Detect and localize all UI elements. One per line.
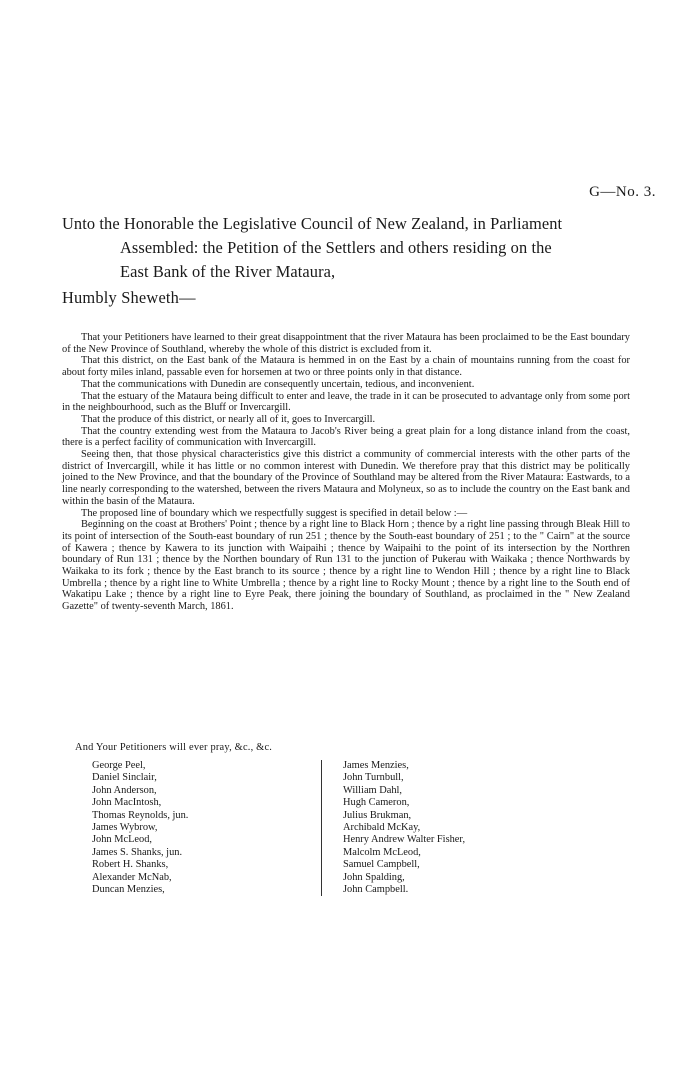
page-reference: G—No. 3.: [589, 184, 656, 200]
signatory-name: John Turnbull,: [343, 772, 404, 784]
signatory-name: John Campbell.: [343, 884, 409, 896]
title-line-2: Assembled: the Petition of the Settlers and others residing on the: [120, 238, 552, 257]
paragraph-7: Seeing then, that those physical characteristics give this district a community of commercial interests with the other parts of the district of Invercargill, while it has little or no common interest with Dunedin. We therefore pray that this district may be politically joined to the New Province, and that the boundary of the Province of Southland may be altered from the River Mataura: Eastwards, to a line nearly corresponding to the watershed, between the rivers Mataura and Molyneux, so as to include the country on the East bank and within the basin of the Mataura.: [62, 449, 630, 507]
signatory-name: Henry Andrew Walter Fisher,: [343, 834, 466, 846]
paragraph-2: That this district, on the East bank of the Mataura is hemmed in on the East by a chain of mountains running from the coast for about forty miles inland, passable even for horsemen at two or three points only in that distance.: [62, 355, 630, 379]
signatory-name: Thomas Reynolds, jun.: [92, 809, 189, 821]
signatory-name: William Dahl,: [343, 784, 403, 796]
signatory-name: John MacIntosh,: [92, 797, 162, 809]
signatory-name: John Anderson,: [92, 784, 157, 796]
paragraph-8: The proposed line of boundary which we respectfully suggest is specified in detail below :—: [81, 507, 468, 519]
signatory-name: Hugh Cameron,: [343, 797, 410, 809]
title-line-3: East Bank of the River Mataura,: [120, 262, 336, 281]
petition-body: [62, 332, 630, 613]
paragraph-5: That the produce of this district, or nearly all of it, goes to Invercargill.: [81, 413, 376, 425]
signatory-name: Samuel Campbell,: [343, 859, 420, 871]
signatory-name: John Spalding,: [343, 871, 405, 883]
closing-line: And Your Petitioners will ever pray, &c., &c.: [75, 742, 273, 753]
paragraph-9: Beginning on the coast at Brothers' Point ; thence by a right line to Black Horn ; thence by a right line passing through Bleak Hill to its point of intersection of the South-east boundary of run 251 ; thence by the South-east boundary of 251 ; to the " Cairn" at the source of Kawera ; thence by Kawera to its junction with Waipaihi ; thence by Waipaihi to the point of its intersection by the Northren boundary of Run 131 ; thence by the Northen boundary of Run 131 to the junction of Pukerau with Waikaka ; thence Northwards by Waikaka to its fork ; thence by the East branch to its source ; thence by a right line to Wendon Hill ; thence by a right line to Black Umbrella ; thence by a right line to White Umbrella ; thence by a right line to Rocky Mount ; thence by a right line to the South end of Wakatipu Lake ; thence by a right line to Eyre Peak, there joining the boundary of Southland, as proclaimed in the " New Zealand Gazette" of twenty-seventh March, 1861.: [62, 519, 630, 613]
signatory-name: Archibald McKay,: [343, 822, 421, 834]
signatory-name: Julius Brukman,: [343, 809, 412, 821]
signatory-name: James S. Shanks, jun.: [92, 846, 183, 858]
paragraph-1: That your Petitioners have learned to their great disappointment that the river Mataura has been proclaimed to be the East boundary of the New Province of Southland, whereby the whole of this district is excluded from it.: [62, 332, 630, 355]
signatories-left-column: [92, 760, 188, 896]
salutation: Humbly Sheweth—: [62, 288, 196, 307]
signatory-name: James Menzies,: [343, 760, 409, 771]
paragraph-4: That the estuary of the Mataura being difficult to enter and leave, the trade in it can be prosecuted to advantage only from some port in the neighbourhood, such as the Bluff or Invercargill.: [62, 390, 630, 414]
signatories-right-column: [343, 760, 465, 896]
signatory-name: Daniel Sinclair,: [92, 772, 157, 784]
paragraph-6: That the country extending west from the Mataura to Jacob's River being a great plain for a long distance inland from the coast, there is a perfect facility of communication with Invercargill.: [62, 425, 630, 449]
signatory-name: Robert H. Shanks,: [92, 859, 169, 871]
petition-title: [62, 212, 622, 284]
signatory-name: Duncan Menzies,: [92, 884, 165, 896]
signatory-name: James Wybrow,: [92, 822, 158, 834]
signatory-name: Alexander McNab,: [92, 871, 172, 883]
signatory-name: Malcolm McLeod,: [343, 846, 421, 858]
signatory-name: George Peel,: [92, 760, 146, 771]
column-divider: [321, 760, 322, 896]
paragraph-3: That the communications with Dunedin are consequently uncertain, tedious, and inconvenient.: [81, 378, 475, 390]
title-line-1: Unto the Honorable the Legislative Council of New Zealand, in Parliament: [62, 214, 563, 233]
signatory-name: John McLeod,: [92, 834, 153, 846]
